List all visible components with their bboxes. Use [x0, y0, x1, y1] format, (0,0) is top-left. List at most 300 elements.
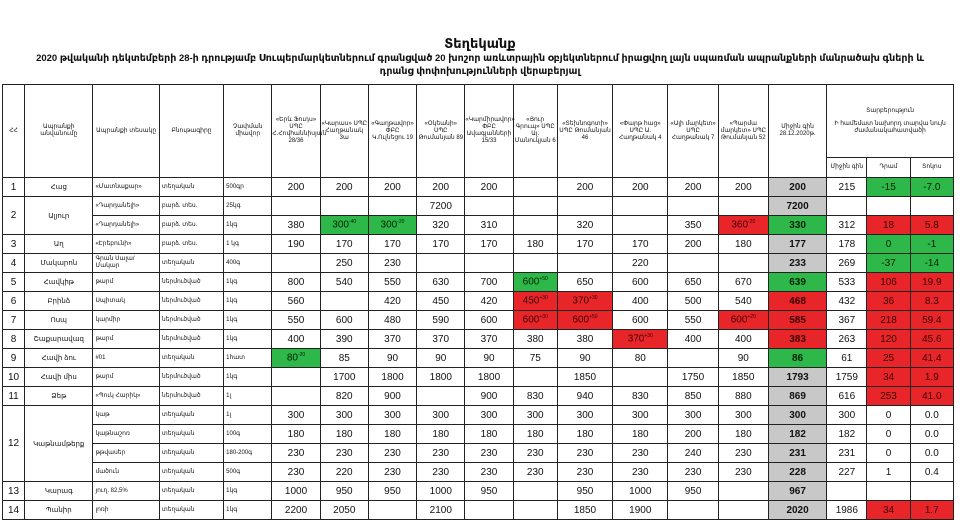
price-value: 180	[480, 428, 498, 440]
store-price-cell	[557, 216, 612, 235]
store-price-cell	[557, 368, 612, 387]
table-row	[3, 235, 954, 254]
store-price-cell	[557, 311, 612, 330]
price-value: 800	[287, 276, 305, 288]
difference-percent-cell: 45.6	[910, 330, 953, 349]
store-price-cell	[368, 254, 416, 273]
price-value: 170	[576, 238, 594, 250]
store-price-cell	[668, 368, 718, 387]
price-value: 370	[384, 333, 401, 345]
col-comparison	[827, 85, 954, 158]
store-price-cell	[417, 463, 465, 482]
price-change-note: -20	[297, 352, 306, 359]
price-value: 350	[684, 219, 702, 231]
store-price-cell	[272, 406, 320, 425]
store-price-cell	[557, 330, 612, 349]
price-value: 230	[384, 466, 401, 478]
store-price-cell	[668, 197, 718, 216]
store-price-cell	[613, 178, 668, 197]
table-row	[3, 387, 954, 406]
product-type-cell: «Էրեբունի»	[93, 235, 159, 254]
store-price-cell	[465, 368, 513, 387]
price-change-note: +50	[539, 276, 548, 283]
price-value: 170	[335, 238, 353, 250]
store-price-cell	[368, 349, 416, 368]
price-value: 370	[480, 333, 498, 345]
price-value: 230	[631, 447, 649, 459]
price-value: 230	[480, 466, 498, 478]
price-value: 180	[631, 428, 649, 440]
table-row	[3, 254, 954, 273]
price-value: 450	[432, 295, 450, 307]
price-value: 600	[572, 314, 590, 326]
row-number-cell: 12	[3, 406, 25, 482]
unit-cell: 100գ	[224, 425, 272, 444]
product-origin-cell: տեղական	[159, 349, 223, 368]
unit-cell: 1լ	[224, 387, 272, 406]
store-price-cell	[718, 254, 768, 273]
store-price-cell	[272, 216, 320, 235]
price-value: 90	[737, 352, 749, 364]
store-price-cell	[272, 178, 320, 197]
price-value: 600	[730, 314, 748, 326]
average-price-cell: 300	[768, 406, 826, 425]
unit-cell: 500գ	[224, 463, 272, 482]
price-value: 400	[684, 333, 702, 345]
store-price-cell	[513, 368, 557, 387]
price-value: 1800	[381, 371, 404, 383]
average-price-cell: 967	[768, 482, 826, 501]
difference-amount-cell: 36	[867, 292, 910, 311]
product-origin-cell: տեղական	[159, 463, 223, 482]
header-row	[3, 85, 954, 158]
col-store: «Գաղթավոր» ՓԲԸ Կ.Ուլնեցու 19	[368, 85, 416, 178]
col-store: «Փարթ հաց» ՍՊԸ Ա. Հաղթանակ 4	[613, 85, 668, 178]
store-price-cell	[613, 406, 668, 425]
product-name-cell: Հաց	[25, 178, 93, 197]
difference-amount-cell: -37	[867, 254, 910, 273]
product-origin-cell: ներմուծված	[159, 387, 223, 406]
unit-cell: 1կգ	[224, 216, 272, 235]
average-price-cell: 7200	[768, 197, 826, 216]
product-origin-cell: տեղական	[159, 178, 223, 197]
store-price-cell	[320, 501, 368, 520]
store-price-cell	[718, 216, 768, 235]
price-value: 380	[287, 219, 305, 231]
previous-average-cell: 61	[827, 349, 867, 368]
price-value: 590	[432, 314, 450, 326]
difference-percent-cell: 0.0	[910, 425, 953, 444]
price-value: 200	[684, 181, 702, 193]
price-value: 170	[480, 238, 498, 250]
store-price-cell	[465, 178, 513, 197]
price-value: 90	[483, 352, 495, 364]
product-origin-cell: բարձ. տես.	[159, 197, 223, 216]
difference-amount-cell	[867, 197, 910, 216]
previous-average-cell: 300	[827, 406, 867, 425]
product-type-cell: Գրան Սալա/ Մակար	[93, 254, 159, 273]
price-value: 90	[386, 352, 399, 364]
unit-cell: 25կգ	[224, 197, 272, 216]
price-change-note: -20	[748, 219, 756, 226]
product-name-cell: Շաքարավազ	[25, 330, 93, 349]
difference-amount-cell: 0	[867, 444, 910, 463]
price-value: 230	[432, 447, 450, 459]
store-price-cell	[557, 273, 612, 292]
product-type-cell: թթվասեր	[93, 444, 159, 463]
store-price-cell	[417, 311, 465, 330]
price-value: 400	[734, 333, 752, 345]
store-price-cell	[465, 216, 513, 235]
store-price-cell	[668, 387, 718, 406]
store-price-cell	[513, 387, 557, 406]
store-price-cell	[272, 311, 320, 330]
price-value: 230	[432, 466, 450, 478]
store-price-cell	[718, 482, 768, 501]
price-value: 230	[526, 447, 544, 459]
store-price-cell	[513, 254, 557, 273]
product-origin-cell: տեղական	[159, 254, 223, 273]
price-value: 300	[480, 409, 498, 421]
store-price-cell	[465, 349, 513, 368]
product-type-cell: #01	[93, 349, 159, 368]
price-value: 880	[734, 390, 752, 402]
col-store: «Յուր Գրուպ» ՍՊԸ Ալ. Մանուկյան 6	[513, 85, 557, 178]
store-price-cell	[272, 463, 320, 482]
row-number-cell: 4	[3, 254, 25, 273]
product-origin-cell: ներմուծված	[159, 311, 223, 330]
store-price-cell	[718, 444, 768, 463]
store-price-cell	[272, 444, 320, 463]
unit-cell: 1 կգ	[224, 235, 272, 254]
price-value: 230	[631, 466, 649, 478]
store-price-cell	[513, 444, 557, 463]
price-value: 90	[579, 352, 591, 364]
price-value: 320	[432, 219, 450, 231]
store-price-cell	[613, 425, 668, 444]
store-price-cell	[272, 349, 320, 368]
col-avg: Միջին գին 28.12.2020թ.	[768, 85, 826, 178]
difference-percent-cell	[910, 197, 953, 216]
store-price-cell	[320, 254, 368, 273]
row-number-cell: 6	[3, 292, 25, 311]
price-table	[2, 84, 954, 520]
document-title: Տեղեկանք	[444, 36, 516, 51]
price-value: 300	[335, 409, 353, 421]
price-value: 230	[526, 466, 544, 478]
previous-average-cell: 616	[827, 387, 867, 406]
product-type-cell: թարմ	[93, 273, 159, 292]
price-value: 670	[734, 276, 752, 288]
price-value: 370	[432, 333, 450, 345]
store-price-cell	[465, 273, 513, 292]
price-value: 180	[576, 428, 594, 440]
store-price-cell	[417, 501, 465, 520]
table-row	[3, 292, 954, 311]
difference-percent-cell: 59.4	[910, 311, 953, 330]
price-value: 180	[287, 428, 305, 440]
store-price-cell	[465, 387, 513, 406]
store-price-cell	[557, 178, 612, 197]
store-price-cell	[368, 368, 416, 387]
price-value: 300	[380, 219, 398, 231]
col-store: «Կարաս» ՍՊԸ Հաղթանակ 3ա	[320, 85, 368, 178]
difference-amount-cell	[867, 482, 910, 501]
store-price-cell	[613, 387, 668, 406]
store-price-cell	[513, 178, 557, 197]
store-price-cell	[320, 292, 368, 311]
store-price-cell	[320, 311, 368, 330]
store-price-cell	[272, 235, 320, 254]
product-name-cell: Պանիր	[25, 501, 93, 520]
store-price-cell	[557, 254, 612, 273]
store-price-cell	[368, 463, 416, 482]
col-unit: Չափման միավոր	[224, 85, 272, 178]
average-price-cell: 869	[768, 387, 826, 406]
store-price-cell	[417, 254, 465, 273]
store-price-cell	[557, 349, 612, 368]
difference-percent-cell: 0.4	[910, 463, 953, 482]
col-store: «Երև Ֆուդս» ՍՊԸ Հ.Հովհաննիսյան 28/36	[272, 85, 320, 178]
average-price-cell: 86	[768, 349, 826, 368]
previous-average-cell: 269	[827, 254, 867, 273]
store-price-cell	[368, 292, 416, 311]
store-price-cell	[613, 463, 668, 482]
store-price-cell	[272, 387, 320, 406]
store-price-cell	[613, 292, 668, 311]
price-value: 190	[287, 238, 305, 250]
average-price-cell: 2020	[768, 501, 826, 520]
store-price-cell	[613, 197, 668, 216]
col-store: «Ալի մարկետ» ՍՊԸ Հաղթանակ 7	[668, 85, 718, 178]
row-number-cell: 14	[3, 501, 25, 520]
price-value: 950	[576, 485, 594, 497]
product-type-cell: յուղ. 82,5%	[93, 482, 159, 501]
table-row	[3, 482, 954, 501]
difference-amount-cell: 253	[867, 387, 910, 406]
price-value: 230	[576, 466, 594, 478]
price-value: 390	[335, 333, 353, 345]
price-value: 200	[384, 181, 401, 193]
store-price-cell	[272, 254, 320, 273]
price-value: 450	[522, 295, 540, 307]
price-value: 170	[432, 238, 450, 250]
table-row	[3, 311, 954, 330]
unit-cell: 180-200գ	[224, 444, 272, 463]
price-value: 230	[684, 466, 702, 478]
store-price-cell	[320, 178, 368, 197]
price-value: 480	[384, 314, 401, 326]
store-price-cell	[465, 501, 513, 520]
table-row	[3, 273, 954, 292]
average-price-cell: 639	[768, 273, 826, 292]
product-name-cell: Ոսպ	[25, 311, 93, 330]
store-price-cell	[465, 292, 513, 311]
store-price-cell	[557, 463, 612, 482]
store-price-cell	[272, 197, 320, 216]
store-price-cell	[613, 482, 668, 501]
product-origin-cell: ներմուծված	[159, 292, 223, 311]
store-price-cell	[368, 273, 416, 292]
product-name-cell: Կաթնամթերք	[25, 406, 93, 482]
product-name-cell: Հավկիթ	[25, 273, 93, 292]
unit-cell: 1կգ	[224, 368, 272, 387]
store-price-cell	[465, 463, 513, 482]
difference-amount-cell: 106	[867, 273, 910, 292]
product-origin-cell: ներմուծված	[159, 368, 223, 387]
product-name-cell: Ձեթ	[25, 387, 93, 406]
price-value: 650	[576, 276, 594, 288]
store-price-cell	[557, 444, 612, 463]
price-value: 200	[480, 181, 498, 193]
store-price-cell	[320, 387, 368, 406]
price-value: 1000	[284, 485, 308, 497]
store-price-cell	[417, 292, 465, 311]
price-value: 300	[332, 219, 349, 231]
store-price-cell	[557, 235, 612, 254]
price-value: 230	[335, 447, 353, 459]
row-number-cell: 8	[3, 330, 25, 349]
store-price-cell	[668, 444, 718, 463]
store-price-cell	[320, 406, 368, 425]
col-store: «Տեխնոգոտի» ՍՊԸ Թումանյան 46	[557, 85, 612, 178]
store-price-cell	[320, 197, 368, 216]
difference-amount-cell: 0	[867, 235, 910, 254]
store-price-cell	[417, 349, 465, 368]
store-price-cell	[513, 463, 557, 482]
product-type-cell: «Պուկ Հարիկ»	[93, 387, 159, 406]
previous-average-cell: 178	[827, 235, 867, 254]
price-value: 1800	[429, 371, 452, 383]
difference-percent-cell: 5.8	[910, 216, 953, 235]
store-price-cell	[272, 501, 320, 520]
price-value: 7200	[429, 200, 452, 212]
product-type-cell: կաթնաշոռ	[93, 425, 159, 444]
price-value: 550	[287, 314, 305, 326]
price-value: 180	[526, 238, 544, 250]
previous-average-cell: 215	[827, 178, 867, 197]
price-change-note: +30	[539, 314, 548, 321]
row-number-cell: 5	[3, 273, 25, 292]
price-value: 540	[335, 276, 353, 288]
table-row	[3, 178, 954, 197]
difference-percent-cell: 41.0	[910, 387, 953, 406]
store-price-cell	[465, 197, 513, 216]
store-price-cell	[718, 273, 768, 292]
price-value: 1800	[477, 371, 501, 383]
price-value: 1850	[732, 371, 755, 383]
store-price-cell	[417, 197, 465, 216]
col-store: «Կարմիրավոր» ՓԲԸ Ավագյանների 15/33	[465, 85, 513, 178]
difference-amount-cell: 25	[867, 349, 910, 368]
store-price-cell	[668, 254, 718, 273]
store-price-cell	[513, 273, 557, 292]
col-n: ՀՀ	[3, 85, 25, 178]
price-value: 90	[435, 352, 447, 364]
store-price-cell	[718, 330, 768, 349]
product-name-cell: Կարագ	[25, 482, 93, 501]
price-change-note: +30	[644, 333, 653, 340]
store-price-cell	[368, 406, 416, 425]
store-price-cell	[320, 463, 368, 482]
price-value: 240	[684, 447, 702, 459]
price-change-note: +20	[747, 314, 756, 321]
price-value: 320	[576, 219, 594, 231]
store-price-cell	[513, 311, 557, 330]
price-change-note: +30	[589, 295, 598, 302]
document-subtitle: 2020 թվականի դեկտեմբերի 28-ի դրությամբ Սուպերմարկետներում գրանցված 20 խոշոր առևտրային օբյեկտներում իրացվող լայն սպառման ապրանքների մանրածախ գների և դրանց փոփոխությունների վերաբերյալ	[36, 53, 924, 77]
store-price-cell	[368, 387, 416, 406]
price-value: 700	[480, 276, 498, 288]
store-price-cell	[718, 292, 768, 311]
price-value: 400	[287, 333, 305, 345]
price-change-note: +30	[539, 295, 548, 302]
price-value: 180	[384, 428, 401, 440]
price-value: 230	[287, 447, 305, 459]
difference-percent-cell: 8.3	[910, 292, 953, 311]
price-value: 400	[631, 295, 649, 307]
previous-average-cell: 1759	[827, 368, 867, 387]
price-change-note: +50	[589, 314, 598, 321]
previous-average-cell: 1986	[827, 501, 867, 520]
difference-percent-cell: 41.4	[910, 349, 953, 368]
price-value: 950	[684, 485, 702, 497]
price-value: 300	[576, 409, 594, 421]
product-origin-cell: ներմուծված	[159, 273, 223, 292]
store-price-cell	[320, 235, 368, 254]
product-type-cell: կաթ	[93, 406, 159, 425]
product-name-cell: Ալյուր	[25, 197, 93, 235]
store-price-cell	[320, 273, 368, 292]
store-price-cell	[668, 482, 718, 501]
product-origin-cell: տեղական	[159, 501, 223, 520]
difference-amount-cell: 218	[867, 311, 910, 330]
price-value: 1000	[629, 485, 652, 497]
table-row	[3, 406, 954, 425]
store-price-cell	[668, 235, 718, 254]
average-price-cell: 585	[768, 311, 826, 330]
price-value: 230	[384, 257, 401, 269]
price-value: 85	[338, 352, 350, 364]
store-price-cell	[417, 444, 465, 463]
store-price-cell	[718, 235, 768, 254]
price-change-note: -20	[397, 219, 405, 226]
price-value: 2100	[429, 504, 452, 516]
difference-percent-cell: 1.7	[910, 501, 953, 520]
difference-amount-cell: 120	[867, 330, 910, 349]
table-row	[3, 330, 954, 349]
row-number-cell: 11	[3, 387, 25, 406]
store-price-cell	[668, 292, 718, 311]
price-value: 940	[576, 390, 594, 402]
product-name-cell: Մակարոն	[25, 254, 93, 273]
price-value: 80	[634, 352, 646, 364]
store-price-cell	[272, 425, 320, 444]
price-value: 230	[576, 447, 594, 459]
unit-cell: 1կգ	[224, 273, 272, 292]
price-value: 950	[335, 485, 353, 497]
price-value: 200	[684, 428, 702, 440]
product-origin-cell: բարձ. տես.	[159, 216, 223, 235]
row-number-cell: 2	[3, 197, 25, 235]
store-price-cell	[465, 254, 513, 273]
difference-amount-cell: 34	[867, 501, 910, 520]
price-value: 300	[287, 409, 305, 421]
store-price-cell	[320, 368, 368, 387]
store-price-cell	[465, 311, 513, 330]
product-type-cell: «Դարդանելի»	[93, 197, 159, 216]
store-price-cell	[368, 444, 416, 463]
